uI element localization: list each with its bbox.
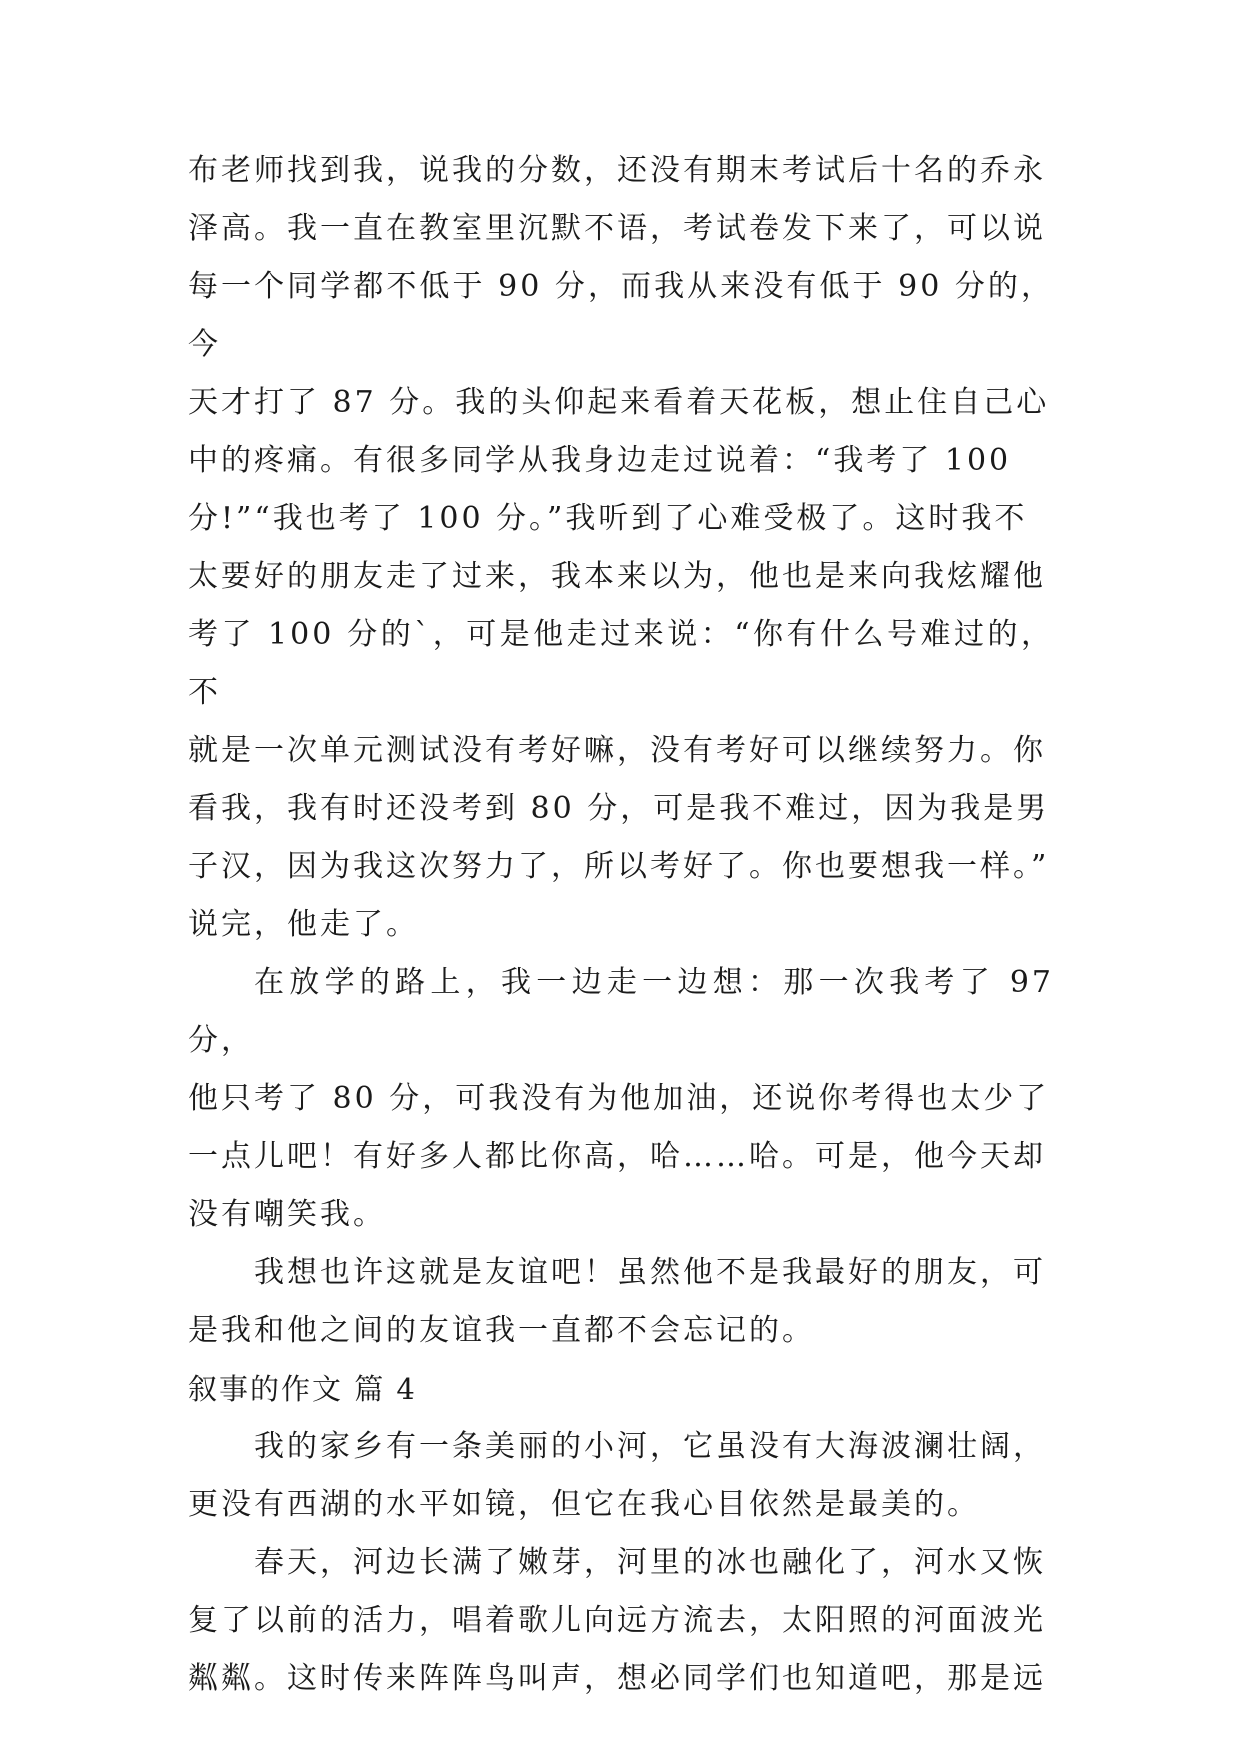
text-line: 春天，河边长满了嫩芽，河里的冰也融化了，河水又恢 xyxy=(254,1545,1046,1580)
text-line: 看我，我有时还没考到 80 分，可是我不难过，因为我是男 xyxy=(188,791,1050,826)
text-line: 他只考了 80 分，可我没有为他加油，还说你考得也太少了 xyxy=(188,1081,1050,1116)
text-line: 布老师找到我，说我的分数，还没有期末考试后十名的乔永 xyxy=(188,153,1046,188)
text-line: 是我和他之间的友谊我一直都不会忘记的。 xyxy=(188,1313,815,1348)
section-paragraph-1 xyxy=(188,1418,1054,1534)
text-line: 说完，他走了。 xyxy=(188,907,419,942)
text-line: 中的疼痛。有很多同学从我身边走过说着：“我考了 100 xyxy=(188,443,1012,478)
paragraph-1 xyxy=(188,142,1054,954)
text-line: 天才打了 87 分。我的头仰起来看着天花板，想止住自己心 xyxy=(188,385,1050,420)
text-line: 复了以前的活力，唱着歌儿向远方流去，太阳照的河面波光 xyxy=(188,1603,1046,1638)
text-line: 更没有西湖的水平如镜，但它在我心目依然是最美的。 xyxy=(188,1487,980,1522)
text-line: 考了 100 分的`，可是他走过来说：“你有什么号难过的，不 xyxy=(188,617,1054,710)
text-line: 一点儿吧！有好多人都比你高，哈……哈。可是，他今天却 xyxy=(188,1139,1046,1174)
text-line: 粼粼。这时传来阵阵鸟叫声，想必同学们也知道吧，那是远 xyxy=(188,1661,1046,1696)
text-line: 子汉，因为我这次努力了，所以考好了。你也要想我一样。” xyxy=(188,849,1050,884)
text-line: 每一个同学都不低于 90 分，而我从来没有低于 90 分的，今 xyxy=(188,269,1054,362)
text-line: 分!”“我也考了 100 分。”我听到了心难受极了。这时我不 xyxy=(188,501,1028,536)
text-line: 太要好的朋友走了过来，我本来以为，他也是来向我炫耀他 xyxy=(188,559,1046,594)
text-line: 就是一次单元测试没有考好嘛，没有考好可以继续努力。你 xyxy=(188,733,1046,768)
text-line: 没有嘲笑我。 xyxy=(188,1197,386,1232)
document-body xyxy=(188,142,1054,1708)
section-paragraph-2 xyxy=(188,1534,1054,1708)
text-line: 在放学的路上，我一边走一边想：那一次我考了 97 分， xyxy=(188,965,1054,1058)
text-line: 我的家乡有一条美丽的小河，它虽没有大海波澜壮阔， xyxy=(254,1429,1046,1464)
paragraph-3 xyxy=(188,1244,1054,1360)
section-heading: 叙事的作文 篇 4 xyxy=(188,1372,417,1406)
text-line: 泽高。我一直在教室里沉默不语，考试卷发下来了，可以说 xyxy=(188,211,1046,246)
text-line: 我想也许这就是友谊吧！虽然他不是我最好的朋友，可 xyxy=(254,1255,1046,1290)
paragraph-2 xyxy=(188,954,1054,1244)
